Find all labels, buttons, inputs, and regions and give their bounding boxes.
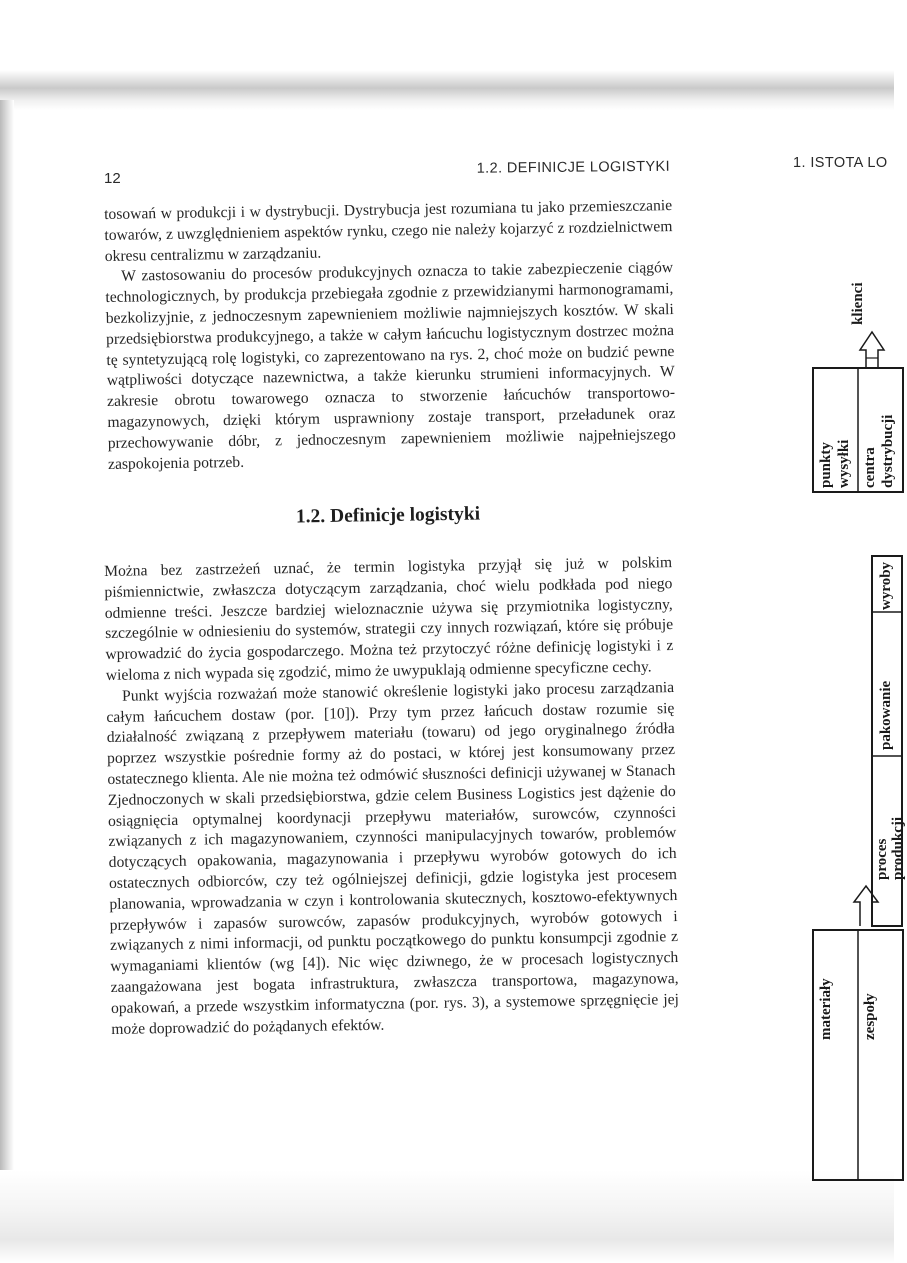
page-number: 12 — [104, 170, 121, 187]
paragraph: Można bez zastrzeżeń uznać, że termin logistyka przyjął się już w polskim piśmiennictwie, zwłaszcza dotyczącym zarządzania, choć wielu podkłada pod niego odmienne treści. Jeszcze bardziej wieloznacznie używa się przymiotnika logistyczny, szczególnie w odniesieniu do systemów, strategii czy innych rozwiązań, które się próbuje wprowadzić do życia gospodarczego. Można też przytoczyć różne definicję logistyki i z wieloma z nich wypada się zgodzić, mimo że uwypuklają odmienne specyficzne cechy. — [104, 554, 674, 684]
diagram-label-wysylki: wysyłki — [836, 439, 852, 488]
paragraph: tosowań w produkcji i w dystrybucji. Dystrybucja jest rozumiana tu jako przemieszczanie towarów, z uwzględnieniem aspektów rynku, czego nie należy kojarzyć z rozdzielnictwem okresu centralizmu w zarządzaniu. — [104, 197, 673, 265]
paragraph: Punkt wyjścia rozważań może stanowić określenie logistyki jako procesu zarządzania całym łańcuchem dostaw (por. [10]). Przy tym przez łańcuch dostaw rozumie się działalność związaną z przepływem materiału (towaru) od jego oryginalnego źródła poprzez wszystkie pośrednie formy aż do postaci, w której jest konsumowany przez ostatecznego klienta. Ale nie można też odmówić słuszności definicji używanej w Stanach Zjednoczonych w skali przedsiębiorstwa, gdzie celem Business Logistics jest dążenie do osiągnięcia optymalnej koordynacji przepływu materiałów, surowców, czynności związanych z ich magazynowaniem, czynności manipulacyjnych towarów, problemów dotyczących opakowania, magazynowania i przepływu wyrobów gotowych do ich ostatecznych odbiorców, czy też ogólniejszej definicji, gdzie logistyka jest procesem planowania, wprowadzania w czyn i kontrolowania skutecznych, kosztowo-efektywnych przepływów i zapasów surowców, zapasów produkcyjnych, wyrobów gotowych i związanych z nimi informacji, od punktu początkowego do punktu konsumpcji zgodnie z wymaganiami klientów (wg [4]). Nic więc dziwnego, że w procesach logistycznych zaangażowana jest bogata infrastruktura, zwłaszcza transportowa, magazynowa, opakowań, a przede wszystkim informatyczna (por. rys. 3), a systemowe sprzęgnięcie jej może doprowadzić do pożądanych efektów. — [106, 678, 680, 1038]
diagram-label-klienci: klienci — [850, 282, 866, 325]
running-header: 1.2. DEFINICJE LOGISTYKI — [476, 158, 671, 177]
diagram-label-dystrybucji: dystrybucji — [880, 414, 896, 488]
diagram-label-proces: proces — [874, 838, 890, 880]
diagram-label-zespoly: zespoły — [862, 993, 878, 1040]
text-block-top — [104, 196, 676, 475]
text-block-bottom — [104, 553, 679, 1040]
paragraph: W zastosowaniu do procesów produkcyjnych oznacza to takie zabezpieczenie ciągów technologicznych, by produkcja przebiegała zgodnie z przewidzianymi harmonogramami, bezkolizyjnie, z jednoczesnym zapewnieniem możliwie najmniejszych kosztów. W skali przedsiębiorstwa produkcyjnego, a także w całym łańcuchu logistycznym dostrzec można tę syntetyzującą rolę logistyki, co zaprezentowano na rys. 2, choć może on budzić pewne wątpliwości dotyczące nazewnictwa, a także kierunku strumieni informacyjnych. W zakresie obrotu towarowego oznacza to stworzenie łańcuchów transportowo-magazynowych, dzięki którym usprawniony zostaje transport, przeładunek oraz przechowywanie dóbr, z jednoczesnym zapewnieniem możliwie najpełniejszego zaspokojenia potrzeb. — [105, 259, 676, 473]
next-page-header: 1. ISTOTA LO — [793, 155, 888, 171]
diagram-label-produkcji: produkcji — [890, 816, 906, 880]
section-heading: 1.2. Definicje logistyki — [295, 503, 481, 528]
diagram-label-pakowanie: pakowanie — [878, 680, 894, 750]
diagram-label-centra: centra — [862, 447, 878, 488]
diagram-label-materialy: materiały — [818, 978, 834, 1040]
diagram-label-wyroby: wyroby — [878, 561, 894, 610]
next-page-diagram — [800, 240, 906, 1180]
diagram-label-punkty: punkty — [818, 442, 834, 488]
